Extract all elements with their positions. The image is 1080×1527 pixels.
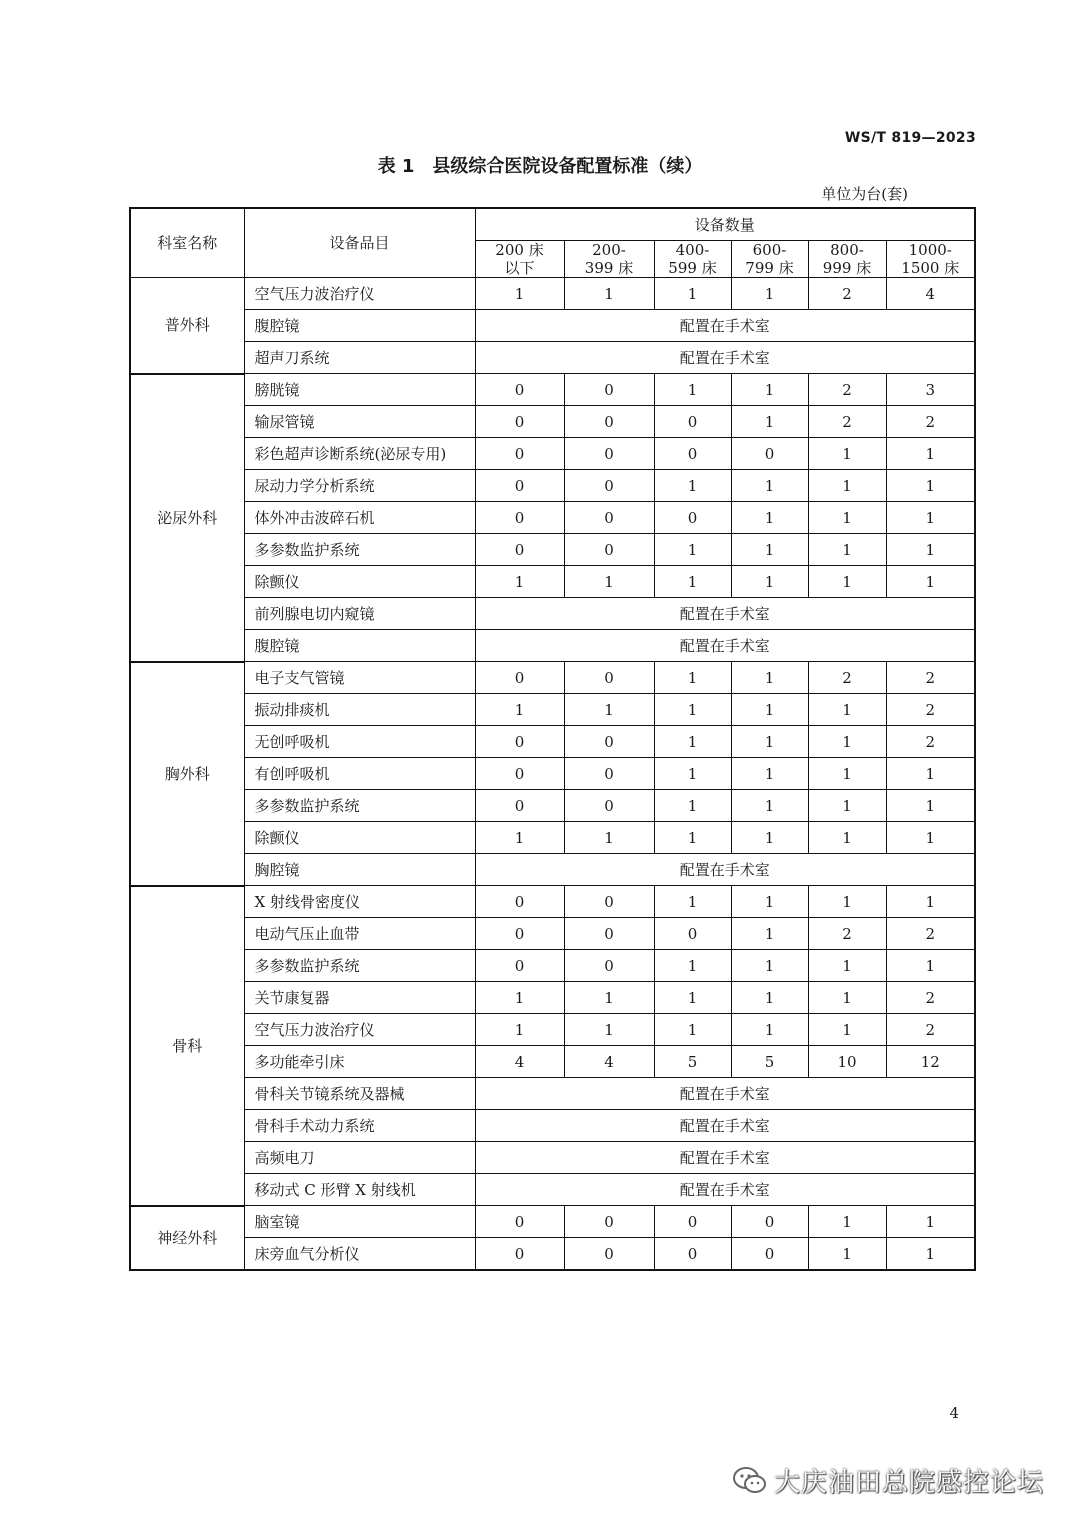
quantity-cell: 0 (475, 502, 564, 534)
quantity-cell: 1 (886, 950, 975, 982)
quantity-cell: 0 (564, 502, 654, 534)
header-bed-range (886, 241, 975, 278)
quantity-cell: 1 (886, 758, 975, 790)
quantity-cell: 2 (886, 982, 975, 1014)
quantity-cell: 1 (886, 886, 975, 918)
table-row (130, 1206, 975, 1238)
quantity-cell: 1 (731, 662, 808, 694)
quantity-cell: 0 (564, 950, 654, 982)
quantity-cell: 0 (475, 438, 564, 470)
quantity-cell: 1 (475, 278, 564, 310)
table-row (130, 822, 975, 854)
quantity-cell: 1 (808, 822, 886, 854)
quantity-cell: 1 (654, 790, 731, 822)
quantity-cell: 0 (475, 406, 564, 438)
quantity-cell: 1 (654, 278, 731, 310)
quantity-cell: 2 (808, 278, 886, 310)
bed-range-line: 1000- (908, 241, 952, 259)
location-note: 配置在手术室 (475, 1110, 975, 1142)
table-title: 表 1 县级综合医院设备配置标准（续） (377, 156, 703, 177)
quantity-cell: 1 (886, 1206, 975, 1238)
quantity-cell: 1 (886, 822, 975, 854)
quantity-cell: 1 (886, 1238, 975, 1271)
equipment-item: 腹腔镜 (244, 630, 475, 662)
equipment-item: 前列腺电切内窥镜 (244, 598, 475, 630)
quantity-cell: 1 (654, 694, 731, 726)
equipment-item: 移动式 C 形臂 X 射线机 (244, 1174, 475, 1206)
header-bed-range (654, 241, 731, 278)
table-row (130, 1142, 975, 1174)
location-note: 配置在手术室 (475, 1174, 975, 1206)
bed-range-line: 600- (752, 241, 787, 259)
quantity-cell: 1 (654, 950, 731, 982)
table-row (130, 1014, 975, 1046)
quantity-cell: 1 (654, 566, 731, 598)
bed-range-line: 799 床 (745, 259, 794, 277)
quantity-cell: 1 (808, 694, 886, 726)
location-note: 配置在手术室 (475, 630, 975, 662)
equipment-item: 床旁血气分析仪 (244, 1238, 475, 1271)
table-row (130, 630, 975, 662)
equipment-item: 骨科手术动力系统 (244, 1110, 475, 1142)
table-row (130, 950, 975, 982)
quantity-cell: 2 (886, 694, 975, 726)
table-row (130, 662, 975, 694)
quantity-cell: 0 (654, 406, 731, 438)
quantity-cell: 1 (886, 470, 975, 502)
quantity-cell: 1 (808, 534, 886, 566)
quantity-cell: 0 (564, 758, 654, 790)
quantity-cell: 4 (564, 1046, 654, 1078)
quantity-cell: 0 (654, 1238, 731, 1271)
quantity-cell: 1 (475, 694, 564, 726)
department-name: 胸外科 (130, 662, 244, 886)
equipment-item: 多功能牵引床 (244, 1046, 475, 1078)
unit-note: 单位为台(套) (821, 185, 908, 203)
table-row (130, 278, 975, 310)
quantity-cell: 1 (654, 1014, 731, 1046)
watermark-text: 大庆油田总院感控论坛 (773, 1468, 1044, 1498)
quantity-cell: 3 (886, 374, 975, 406)
equipment-item: 腹腔镜 (244, 310, 475, 342)
location-note: 配置在手术室 (475, 598, 975, 630)
quantity-cell: 0 (564, 662, 654, 694)
quantity-cell: 2 (808, 662, 886, 694)
table-row (130, 406, 975, 438)
quantity-cell: 0 (564, 406, 654, 438)
equipment-item: 多参数监护系统 (244, 950, 475, 982)
quantity-cell: 1 (564, 982, 654, 1014)
quantity-cell: 1 (564, 822, 654, 854)
table-row (130, 1046, 975, 1078)
quantity-cell: 0 (475, 918, 564, 950)
equipment-item: 脑室镜 (244, 1206, 475, 1238)
quantity-cell: 1 (731, 534, 808, 566)
quantity-cell: 1 (808, 502, 886, 534)
header-bed-range (731, 241, 808, 278)
table-row (130, 502, 975, 534)
quantity-cell: 1 (731, 406, 808, 438)
quantity-cell: 0 (654, 438, 731, 470)
table-row (130, 598, 975, 630)
quantity-cell: 1 (731, 566, 808, 598)
quantity-cell: 1 (475, 982, 564, 1014)
equipment-table (129, 207, 976, 1271)
quantity-cell: 0 (564, 534, 654, 566)
quantity-cell: 0 (475, 726, 564, 758)
equipment-item: 骨科关节镜系统及器械 (244, 1078, 475, 1110)
quantity-cell: 0 (475, 1206, 564, 1238)
department-name: 普外科 (130, 278, 244, 374)
table-row (130, 1238, 975, 1271)
equipment-item: 彩色超声诊断系统(泌尿专用) (244, 438, 475, 470)
table-row (130, 758, 975, 790)
quantity-cell: 0 (564, 438, 654, 470)
bed-range-line: 399 床 (584, 259, 634, 277)
page-number: 4 (949, 1404, 959, 1422)
quantity-cell: 0 (475, 534, 564, 566)
quantity-cell: 1 (886, 438, 975, 470)
quantity-cell: 1 (808, 790, 886, 822)
bed-range-line: 1500 床 (901, 259, 960, 277)
table-row (130, 694, 975, 726)
department-name: 神经外科 (130, 1206, 244, 1271)
quantity-cell: 1 (731, 918, 808, 950)
table-row (130, 726, 975, 758)
equipment-item: 输尿管镜 (244, 406, 475, 438)
equipment-item: 多参数监护系统 (244, 534, 475, 566)
quantity-cell: 1 (808, 758, 886, 790)
table-row (130, 1110, 975, 1142)
bed-range-line: 200- (592, 241, 626, 259)
quantity-cell: 1 (808, 1238, 886, 1271)
quantity-cell: 1 (731, 886, 808, 918)
equipment-item: 空气压力波治疗仪 (244, 1014, 475, 1046)
equipment-item: 有创呼吸机 (244, 758, 475, 790)
header-item: 设备品目 (244, 208, 475, 278)
equipment-item: 除颤仪 (244, 822, 475, 854)
quantity-cell: 1 (808, 982, 886, 1014)
quantity-cell: 1 (654, 982, 731, 1014)
quantity-cell: 1 (731, 950, 808, 982)
quantity-cell: 10 (808, 1046, 886, 1078)
quantity-cell: 1 (808, 438, 886, 470)
bed-range-line: 800- (830, 241, 864, 259)
bed-range-line: 以下 (504, 259, 535, 277)
quantity-cell: 1 (731, 502, 808, 534)
quantity-cell: 1 (731, 758, 808, 790)
header-quantity: 设备数量 (475, 208, 975, 241)
equipment-item: 体外冲击波碎石机 (244, 502, 475, 534)
table-row (130, 886, 975, 918)
quantity-cell: 0 (731, 1238, 808, 1271)
table-row (130, 310, 975, 342)
location-note: 配置在手术室 (475, 342, 975, 374)
quantity-cell: 0 (564, 918, 654, 950)
quantity-cell: 1 (654, 726, 731, 758)
quantity-cell: 2 (808, 374, 886, 406)
quantity-cell: 1 (654, 470, 731, 502)
quantity-cell: 1 (731, 822, 808, 854)
quantity-cell: 1 (808, 1206, 886, 1238)
quantity-cell: 1 (654, 662, 731, 694)
quantity-cell: 1 (808, 950, 886, 982)
table-row (130, 982, 975, 1014)
quantity-cell: 4 (886, 278, 975, 310)
header-bed-range (808, 241, 886, 278)
watermark (732, 1462, 1044, 1499)
quantity-cell: 1 (731, 1014, 808, 1046)
table-row (130, 790, 975, 822)
quantity-cell: 2 (886, 918, 975, 950)
quantity-cell: 12 (886, 1046, 975, 1078)
quantity-cell: 1 (654, 886, 731, 918)
quantity-cell: 1 (654, 534, 731, 566)
table-row (130, 1174, 975, 1206)
quantity-cell: 5 (654, 1046, 731, 1078)
equipment-item: 除颤仪 (244, 566, 475, 598)
quantity-cell: 1 (564, 566, 654, 598)
quantity-cell: 0 (731, 1206, 808, 1238)
quantity-cell: 1 (654, 758, 731, 790)
quantity-cell: 1 (886, 790, 975, 822)
table-row (130, 438, 975, 470)
quantity-cell: 0 (654, 1206, 731, 1238)
equipment-item: 超声刀系统 (244, 342, 475, 374)
quantity-cell: 1 (564, 1014, 654, 1046)
quantity-cell: 2 (886, 662, 975, 694)
quantity-cell: 1 (654, 822, 731, 854)
department-name: 泌尿外科 (130, 374, 244, 662)
table-row (130, 854, 975, 886)
quantity-cell: 1 (731, 726, 808, 758)
equipment-item: 振动排痰机 (244, 694, 475, 726)
table-row (130, 918, 975, 950)
table-row (130, 566, 975, 598)
quantity-cell: 2 (886, 726, 975, 758)
equipment-item: 胸腔镜 (244, 854, 475, 886)
bed-range-line: 400- (675, 241, 710, 259)
quantity-cell: 1 (731, 982, 808, 1014)
equipment-item: X 射线骨密度仪 (244, 886, 475, 918)
table-row (130, 374, 975, 406)
table-row (130, 342, 975, 374)
quantity-cell: 2 (808, 406, 886, 438)
table-row (130, 1078, 975, 1110)
quantity-cell: 1 (808, 726, 886, 758)
quantity-cell: 1 (731, 470, 808, 502)
table-row (130, 534, 975, 566)
quantity-cell: 0 (475, 470, 564, 502)
quantity-cell: 2 (886, 1014, 975, 1046)
quantity-cell: 1 (475, 1014, 564, 1046)
quantity-cell: 5 (731, 1046, 808, 1078)
header-bed-range (564, 241, 654, 278)
quantity-cell: 0 (564, 726, 654, 758)
quantity-cell: 0 (564, 470, 654, 502)
equipment-item: 关节康复器 (244, 982, 475, 1014)
quantity-cell: 0 (475, 790, 564, 822)
equipment-item: 无创呼吸机 (244, 726, 475, 758)
quantity-cell: 1 (808, 1014, 886, 1046)
quantity-cell: 1 (808, 566, 886, 598)
quantity-cell: 0 (475, 662, 564, 694)
quantity-cell: 0 (564, 1238, 654, 1271)
quantity-cell: 0 (564, 374, 654, 406)
table-row (130, 470, 975, 502)
equipment-item: 尿动力学分析系统 (244, 470, 475, 502)
quantity-cell: 0 (564, 790, 654, 822)
quantity-cell: 4 (475, 1046, 564, 1078)
quantity-cell: 2 (886, 406, 975, 438)
quantity-cell: 0 (564, 886, 654, 918)
bed-range-line: 200 床 (495, 241, 544, 259)
standard-code: WS/T 819—2023 (844, 130, 976, 146)
wechat-icon (732, 1466, 768, 1496)
bed-range-line: 999 床 (822, 259, 872, 277)
quantity-cell: 2 (808, 918, 886, 950)
quantity-cell: 1 (886, 502, 975, 534)
quantity-cell: 1 (731, 374, 808, 406)
location-note: 配置在手术室 (475, 854, 975, 886)
location-note: 配置在手术室 (475, 1078, 975, 1110)
equipment-item: 高频电刀 (244, 1142, 475, 1174)
department-name: 骨科 (130, 886, 244, 1206)
quantity-cell: 1 (808, 886, 886, 918)
quantity-cell: 1 (564, 694, 654, 726)
equipment-item: 多参数监护系统 (244, 790, 475, 822)
quantity-cell: 1 (886, 534, 975, 566)
quantity-cell: 0 (654, 918, 731, 950)
quantity-cell: 0 (475, 758, 564, 790)
equipment-item: 膀胱镜 (244, 374, 475, 406)
quantity-cell: 0 (475, 886, 564, 918)
quantity-cell: 1 (731, 694, 808, 726)
quantity-cell: 1 (886, 566, 975, 598)
quantity-cell: 0 (475, 374, 564, 406)
quantity-cell: 1 (654, 374, 731, 406)
quantity-cell: 0 (731, 438, 808, 470)
quantity-cell: 1 (808, 470, 886, 502)
location-note: 配置在手术室 (475, 1142, 975, 1174)
quantity-cell: 1 (731, 790, 808, 822)
quantity-cell: 0 (475, 1238, 564, 1271)
quantity-cell: 1 (475, 566, 564, 598)
header-dept: 科室名称 (130, 208, 244, 278)
equipment-item: 空气压力波治疗仪 (244, 278, 475, 310)
quantity-cell: 1 (564, 278, 654, 310)
equipment-item: 电子支气管镜 (244, 662, 475, 694)
quantity-cell: 0 (654, 502, 731, 534)
location-note: 配置在手术室 (475, 310, 975, 342)
quantity-cell: 1 (475, 822, 564, 854)
bed-range-line: 599 床 (668, 259, 717, 277)
equipment-item: 电动气压止血带 (244, 918, 475, 950)
quantity-cell: 0 (475, 950, 564, 982)
quantity-cell: 1 (731, 278, 808, 310)
quantity-cell: 0 (564, 1206, 654, 1238)
header-bed-range (475, 241, 564, 278)
